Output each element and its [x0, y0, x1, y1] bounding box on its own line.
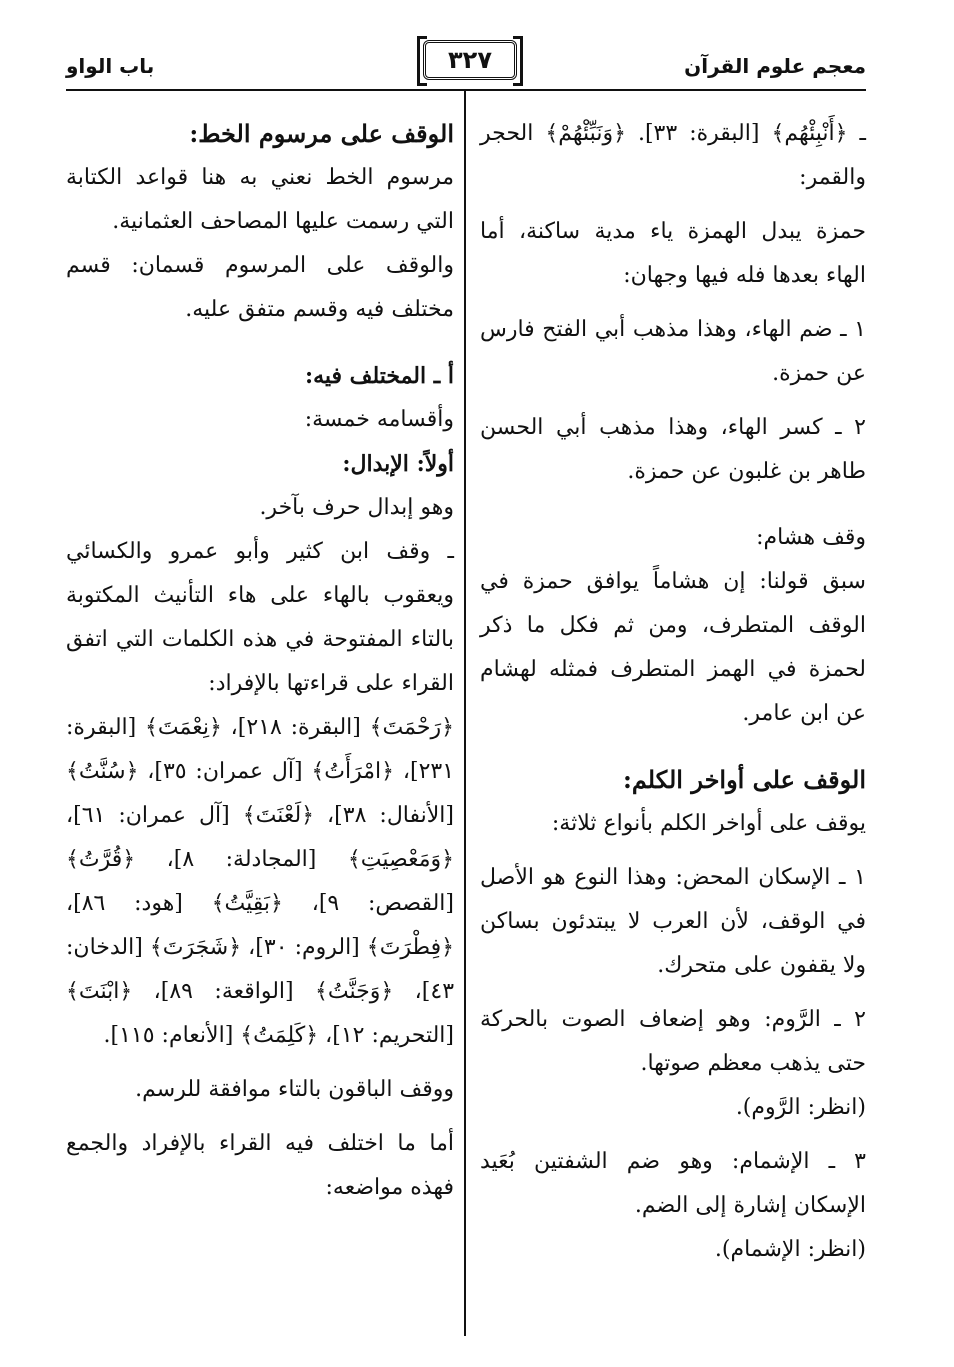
page-header	[66, 40, 866, 90]
paragraph: مرسوم الخط نعني به هنا قواعد الكتابة التي رسمت عليها المصاحف العثمانية.	[66, 165, 454, 234]
paragraph: ـ ﴿أَنْبِئْهُم﴾ [البقرة: ٣٣]. ﴿وَنَبِّئْهُمْ﴾ الحجر والقمر:	[480, 121, 866, 190]
paragraph: ١ ـ الإسكان المحض: وهذا النوع هو الأصل في الوقف، لأن العرب لا يبتدئون بساكن ولا يقفون على متحرك.	[480, 865, 866, 978]
paragraph: (انظر: الرَّوم).	[735, 1095, 866, 1120]
paragraph: ﴿رَحْمَتَ﴾ [البقرة: ٢١٨]، ﴿نِعْمَتَ﴾ [البقرة: ٢٣١]، ﴿امْرَأَتُ﴾ [آل عمران: ٣٥]، ﴿سُنَّتُ﴾ [الأنفال: ٣٨]، ﴿لَعْنَتَ﴾ [آل عمران: ٦١]، ﴿وَمَعْصِيَتِ﴾ [المجادلة: ٨]، ﴿قُرَّتُ﴾ [القصص: ٩]، ﴿بَقِيَّتُ﴾ [هود: ٨٦]، ﴿فِطْرَتَ﴾ [الروم: ٣٠]، ﴿شَجَرَتَ﴾ [الدخان: ٤٣]، ﴿وَجَنَّتُ﴾ [الواقعة: ٨٩]، ﴿ابْنَتَ﴾ [التحريم: ١٢]، ﴿كَلِمَتُ﴾ [الأنعام: ١١٥].	[66, 715, 455, 1048]
chapter-title: باب الواو	[66, 54, 155, 78]
paragraph: سبق قولنا: إن هشاماً يوافق حمزة في الوقف المتطرف، ومن ثم فكل ما ذكر لحمزة في الهمز المتطرف فمثله لهشام عن ابن عامر.	[480, 569, 866, 726]
page-number: ٣٢٧	[423, 40, 517, 80]
paragraph: ـ وقف ابن كثير وأبو عمرو والكسائي ويعقوب بالهاء على هاء التأنيث المكتوبة بالتاء المفتوحة في هذه الكلمات التي اتفق القراء على قراءتها بالإفراد:	[66, 539, 454, 696]
paragraph: حمزة يبدل الهمزة ياء مدية ساكنة، أما الهاء بعدها فله فيها وجهان:	[480, 219, 866, 288]
paragraph: وقف هشام:	[756, 525, 866, 550]
book-title: معجم علوم القرآن	[684, 54, 866, 78]
section-heading: الوقف على مرسوم الخط:	[189, 119, 454, 148]
paragraph: ووقف الباقون بالتاء موافقة للرسم.	[135, 1077, 454, 1102]
paragraph: وهو إبدال حرف بآخر.	[259, 495, 454, 520]
header-rule	[66, 89, 866, 91]
paragraph: ٢ ـ الرَّوم: وهو إضعاف الصوت بالحركة حتى يذهب معظم صوتها.	[480, 1007, 866, 1076]
paragraph: ٢ ـ كسر الهاء، وهذا مذهب أبي الحسن طاهر بن غلبون عن حمزة.	[480, 415, 866, 484]
left-column	[66, 112, 454, 1210]
paragraph: أما ما اختلف فيه القراء بالإفراد والجمع فهذه مواضعه:	[66, 1131, 454, 1200]
paragraph: والوقف على المرسوم قسمان: قسم مختلف فيه وقسم متفق عليه.	[66, 253, 454, 322]
paragraph: ١ ـ ضم الهاء، وهذا مذهب أبي الفتح فارس عن حمزة.	[480, 317, 866, 386]
paragraph: أولاً: الإبدال:	[342, 451, 454, 477]
paragraph: يوقف على أواخر الكلم بأنواع ثلاثة:	[551, 811, 866, 836]
right-column	[480, 112, 866, 1272]
paragraph: أ ـ المختلف فيه:	[304, 363, 454, 389]
paragraph: (انظر: الإشمام).	[714, 1237, 866, 1262]
paragraph: ٣ ـ الإشمام: وهو ضم الشفتين بُعَيد الإسكان إشارة إلى الضم.	[480, 1149, 866, 1218]
column-divider	[464, 91, 466, 1336]
section-heading: الوقف على أواخر الكلم:	[622, 765, 866, 794]
paragraph: وأقسامه خمسة:	[304, 407, 454, 432]
